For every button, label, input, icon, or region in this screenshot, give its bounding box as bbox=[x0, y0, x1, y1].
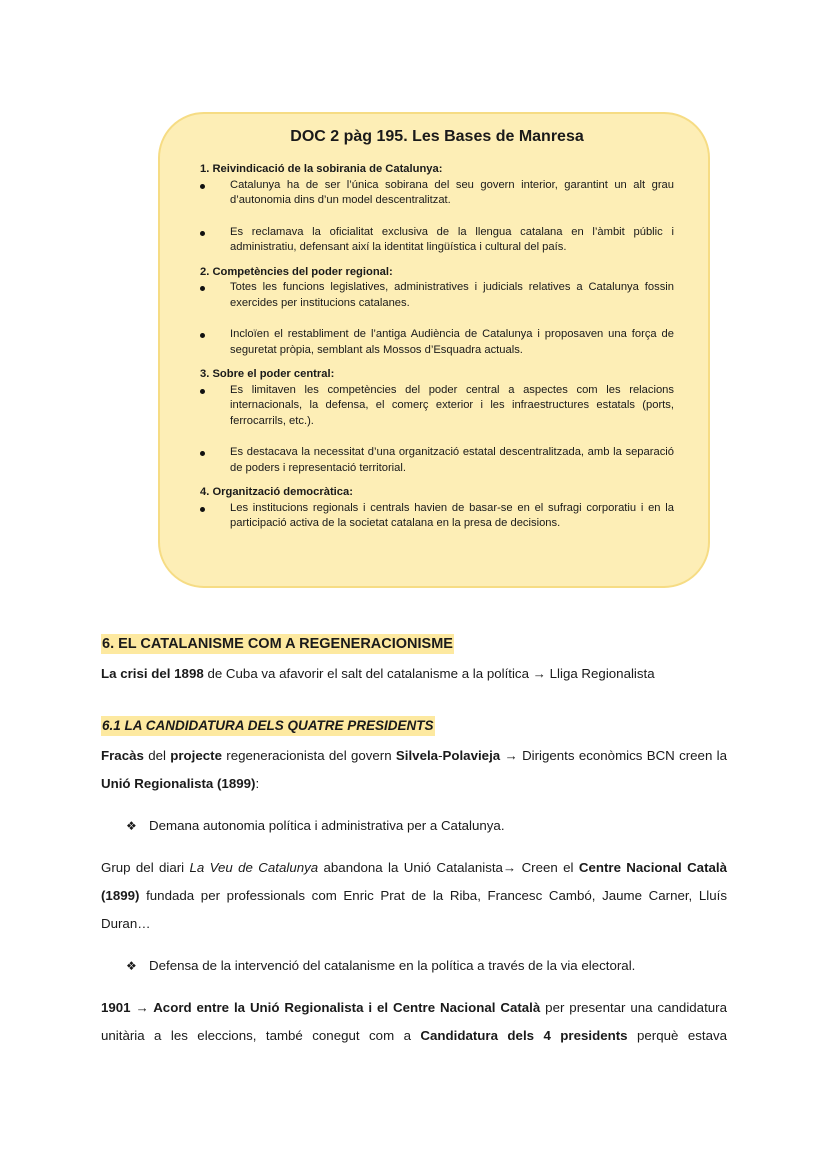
paragraph-centre-nacional-catala bbox=[101, 854, 727, 938]
bullet-text: Es limitaven les competències del poder central a aspectes com les relacions internacionals, la defensa, el comerç exterior i les infraestructures estatals (ports, ferrocarrils, etc.). bbox=[230, 383, 674, 427]
doc-section-title: 3. Sobre el poder central: bbox=[200, 368, 335, 380]
body-text: regeneracionista del govern bbox=[221, 748, 396, 763]
bold-text: La crisi del 1898 bbox=[101, 666, 204, 681]
list-item bbox=[200, 445, 674, 476]
paragraph-unio-regionalista bbox=[101, 742, 727, 798]
list-item bbox=[200, 501, 674, 532]
diamond-bullet-item bbox=[101, 812, 727, 840]
diamond-bullet-item bbox=[101, 952, 727, 980]
bullet-list bbox=[200, 178, 674, 256]
doc-section-title: 2. Competències del poder regional: bbox=[200, 265, 393, 278]
bullet-dot-icon bbox=[200, 507, 205, 512]
section-6-1-heading-line bbox=[101, 712, 727, 740]
doc-section-title: 1. Reivindicació de la sobirania de Catalunya: bbox=[200, 163, 443, 175]
bullet-dot-icon bbox=[200, 184, 205, 189]
list-item bbox=[200, 280, 674, 311]
bullet-dot-icon bbox=[200, 389, 205, 394]
bullet-text: Totes les funcions legislatives, administratives i judicials relatives a Catalunya fossin exercides per institucions catalanes. bbox=[230, 281, 674, 309]
bold-text: 1901 → Acord entre la Unió Regionalista i el Centre Nacional Català bbox=[101, 1000, 541, 1015]
body-text: de Cuba va afavorir el salt del catalanisme a la política → Lliga Regionalista bbox=[203, 666, 655, 681]
section-6-paragraph bbox=[101, 660, 727, 688]
doc-section-3 bbox=[200, 367, 674, 476]
bold-text: projecte bbox=[170, 748, 222, 763]
bullet-text: Incloïen el restabliment de l’antiga Audiència de Catalunya i proposaven una força de seguretat pròpia, semblant als Mossos d’Esquadra actuals. bbox=[230, 328, 674, 356]
doc-title: DOC 2 pàg 195. Les Bases de Manresa bbox=[290, 128, 584, 145]
doc-section-4 bbox=[200, 485, 674, 532]
bullet-list bbox=[200, 501, 674, 532]
bold-text: Unió Regionalista (1899) bbox=[101, 776, 256, 791]
bold-text: Silvela bbox=[395, 748, 439, 763]
bullet-list bbox=[200, 383, 674, 477]
bold-text: Candidatura dels 4 presidents bbox=[420, 1028, 628, 1043]
list-item bbox=[200, 383, 674, 430]
section-6-heading: 6. EL CATALANISME COM A REGENERACIONISME bbox=[102, 636, 453, 652]
bold-text: Fracàs bbox=[101, 748, 144, 763]
main-content bbox=[101, 630, 727, 1050]
diamond-bullet-icon: ❖ bbox=[126, 819, 137, 833]
doc-section-2 bbox=[200, 265, 674, 359]
diamond-bullet-icon: ❖ bbox=[126, 959, 137, 973]
bullet-list bbox=[200, 280, 674, 358]
body-text: perquè estava bbox=[627, 1028, 728, 1043]
body-text: → Dirigents econòmics BCN creen la bbox=[500, 748, 727, 763]
list-item bbox=[200, 178, 674, 209]
bullet-text: Defensa de la intervenció del catalanisme en la política a través de la via electoral. bbox=[149, 958, 636, 973]
bullet-dot-icon bbox=[200, 286, 205, 291]
body-text: per presentar una candidatura unitària a les eleccions, també conegut com a bbox=[101, 1000, 727, 1043]
list-item bbox=[200, 225, 674, 256]
body-text: - bbox=[438, 748, 443, 763]
bullet-dot-icon bbox=[200, 231, 205, 236]
doc-box-bases-de-manresa bbox=[158, 112, 710, 588]
bullet-text: Es destacava la necessitat d’una organització estatal descentralitzada, amb la separació de poders i representació territorial. bbox=[230, 446, 674, 474]
bullet-text: Les institucions regionals i centrals havien de basar-se en el sufragi corporatiu i en la participació activa de la societat catalana en la presa de decisions. bbox=[230, 501, 674, 529]
bullet-text: Demana autonomia política i administrativa per a Catalunya. bbox=[149, 818, 505, 833]
bullet-dot-icon bbox=[200, 451, 205, 456]
bold-text: Polavieja bbox=[442, 748, 501, 763]
section-6-heading-line bbox=[101, 630, 727, 658]
body-text: del bbox=[143, 748, 171, 763]
bullet-text: Es reclamava la oficialitat exclusiva de la llengua catalana en l’àmbit públic i administratiu, defensant així la identitat lingüística i cultural del país. bbox=[230, 225, 674, 253]
list-item bbox=[200, 327, 674, 358]
bullet-dot-icon bbox=[200, 333, 205, 338]
body-text: Grup del diari bbox=[101, 860, 190, 875]
body-text: : bbox=[255, 776, 260, 791]
italic-text: La Veu de Catalunya bbox=[189, 860, 319, 875]
body-text: fundada per professionals com Enric Prat de la Riba, Francesc Cambó, Jaume Carner, Lluís Duran… bbox=[101, 888, 727, 931]
section-6-1-heading: 6.1 LA CANDIDATURA DELS QUATRE PRESIDENTS bbox=[101, 716, 435, 736]
paragraph-acord-1901 bbox=[101, 994, 727, 1050]
doc-section-title: 4. Organització democràtica: bbox=[200, 486, 353, 498]
body-text: abandona la Unió Catalanista→ Creen el bbox=[318, 860, 579, 875]
doc-section-1 bbox=[200, 162, 674, 256]
bold-text: Centre Nacional Català (1899) bbox=[101, 860, 727, 903]
bullet-text: Catalunya ha de ser l’única sobirana del seu govern interior, garantint un alt grau d’autonomia dins d’un model descentralitzat. bbox=[230, 178, 674, 206]
